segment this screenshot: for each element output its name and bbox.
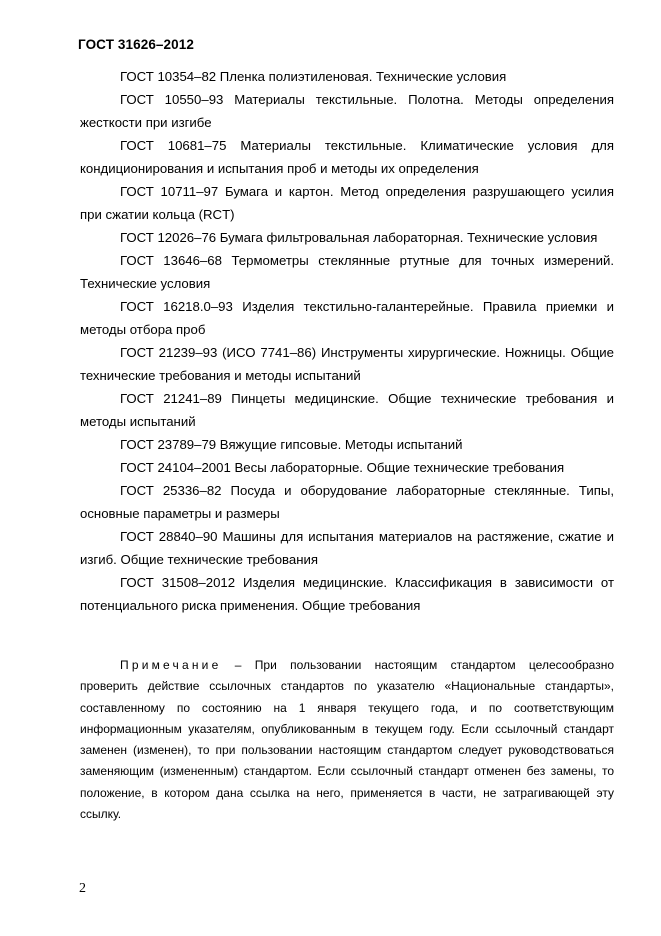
reference-item: ГОСТ 25336–82 Посуда и оборудование лабораторные стеклянные. Типы, основные параметры и размеры xyxy=(80,483,614,521)
note-separator: – xyxy=(221,658,255,672)
reference-item: ГОСТ 13646–68 Термометры стеклянные ртутные для точных измерений. Технические условия xyxy=(80,253,614,291)
page-number: 2 xyxy=(79,881,86,896)
reference-item: ГОСТ 24104–2001 Весы лабораторные. Общие технические требования xyxy=(120,460,565,475)
reference-item: ГОСТ 10550–93 Материалы текстильные. Полотна. Методы определения жесткости при изгибе xyxy=(80,92,614,130)
normative-references-list xyxy=(80,65,614,617)
reference-item: ГОСТ 28840–90 Машины для испытания материалов на растяжение, сжатие и изгиб. Общие технические требования xyxy=(80,529,614,567)
document-header-title: ГОСТ 31626–2012 xyxy=(78,37,194,52)
reference-item: ГОСТ 10711–97 Бумага и картон. Метод определения разрушающего усилия при сжатии кольца (RCT) xyxy=(80,184,614,222)
reference-item: ГОСТ 21239–93 (ИСО 7741–86) Инструменты хирургические. Ножницы. Общие технические требования и методы испытаний xyxy=(80,345,614,383)
note-paragraph xyxy=(80,655,614,825)
note-text: При пользовании настоящим стандартом целесообразно проверить действие ссылочных стандартов по указателю «Национальные стандарты», составленному по состоянию на 1 января текущего года, и по соответствующим информационным указателям, опубликованным в текущем году. Если ссылочный стандарт заменен (изменен), то при пользовании настоящим стандартом следует руководствоваться заменяющим (измененным) стандартом. Если ссылочный стандарт отменен без замены, то положение, в котором дана ссылка на него, применяется в части, не затрагивающей эту ссылку. xyxy=(80,658,614,822)
reference-item: ГОСТ 21241–89 Пинцеты медицинские. Общие технические требования и методы испытаний xyxy=(80,391,614,429)
note-label: Примечание xyxy=(120,658,222,672)
reference-item: ГОСТ 23789–79 Вяжущие гипсовые. Методы испытаний xyxy=(120,437,463,452)
reference-item: ГОСТ 12026–76 Бумага фильтровальная лабораторная. Технические условия xyxy=(120,230,598,245)
reference-item: ГОСТ 16218.0–93 Изделия текстильно-галантерейные. Правила приемки и методы отбора проб xyxy=(80,299,614,337)
reference-item: ГОСТ 31508–2012 Изделия медицинские. Классификация в зависимости от потенциального риска применения. Общие требования xyxy=(80,575,614,613)
reference-item: ГОСТ 10354–82 Пленка полиэтиленовая. Технические условия xyxy=(120,69,507,84)
reference-item: ГОСТ 10681–75 Материалы текстильные. Климатические условия для кондиционирования и испытания проб и методы их определения xyxy=(80,138,614,176)
